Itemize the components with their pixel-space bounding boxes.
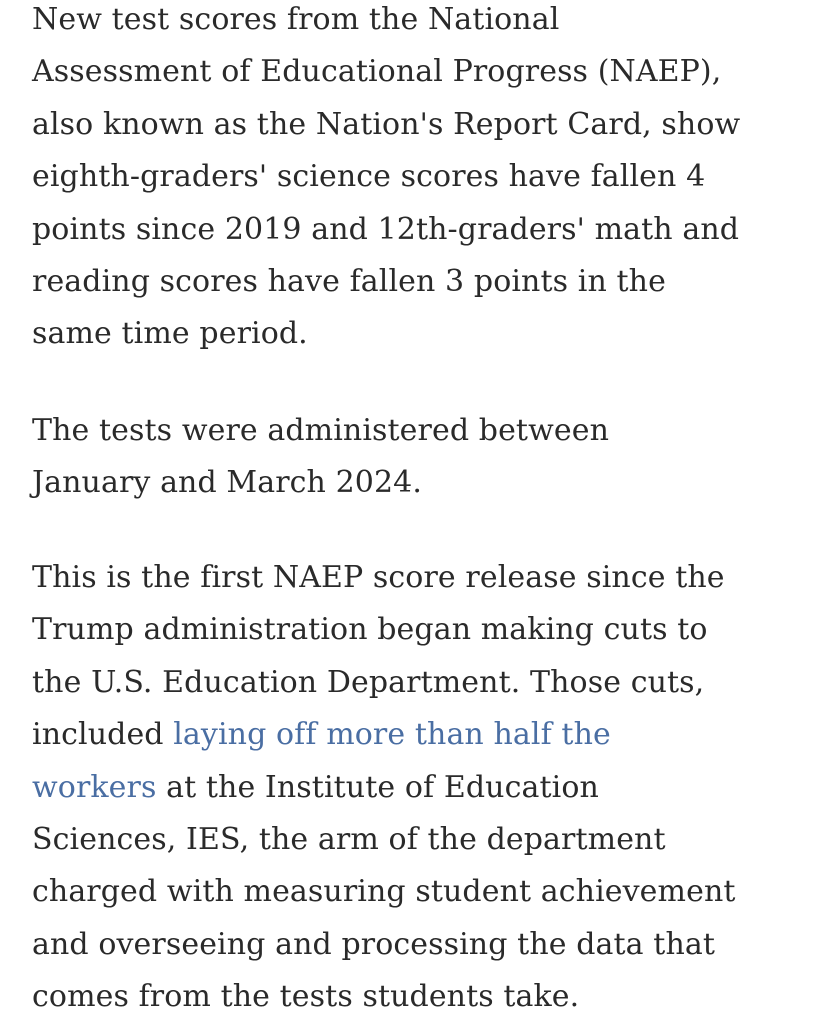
paragraph-naep-scores bbox=[32, 0, 740, 361]
layoffs-link-part-1[interactable]: laying off more than half the bbox=[173, 717, 611, 753]
text-line-with-link bbox=[32, 762, 736, 814]
text-line: The tests were administered between bbox=[32, 413, 609, 448]
text-line: same time period. bbox=[32, 316, 308, 352]
paragraph-test-dates bbox=[32, 405, 609, 510]
text-segment: at the Institute of Education bbox=[156, 769, 599, 805]
text-line: Assessment of Educational Progress (NAEP), bbox=[32, 54, 722, 90]
text-line: also known as the Nation's Report Card, show bbox=[32, 106, 741, 142]
text-line: Sciences, IES, the arm of the department bbox=[32, 822, 666, 858]
paragraph-education-cuts bbox=[32, 552, 736, 1024]
text-line-with-link bbox=[32, 709, 736, 761]
text-line: and overseeing and processing the data that bbox=[32, 926, 716, 962]
text-segment: included bbox=[32, 717, 174, 753]
text-line: New test scores from the National bbox=[32, 2, 560, 37]
text-line: January and March 2024. bbox=[32, 465, 422, 501]
text-line: the U.S. Education Department. Those cuts, bbox=[32, 664, 705, 700]
text-line: eighth-graders' science scores have fallen 4 bbox=[32, 159, 706, 195]
text-line: Trump administration began making cuts to bbox=[32, 612, 708, 648]
layoffs-link-part-2[interactable]: workers bbox=[32, 769, 157, 805]
text-line: comes from the tests students take. bbox=[32, 979, 580, 1015]
text-line: reading scores have fallen 3 points in the bbox=[32, 264, 666, 300]
text-line: points since 2019 and 12th-graders' math and bbox=[32, 211, 740, 247]
text-line: charged with measuring student achievement bbox=[32, 874, 736, 910]
text-line: This is the first NAEP score release since the bbox=[32, 560, 725, 595]
